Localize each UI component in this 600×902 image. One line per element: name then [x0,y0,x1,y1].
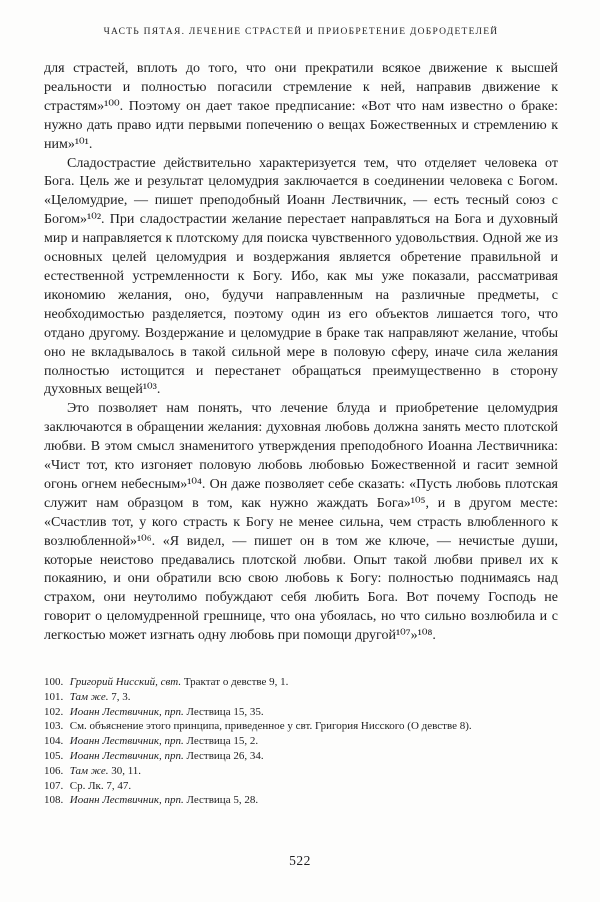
footnote-number: 103. [44,720,64,733]
body-paragraph: Это позволяет нам понять, что лечение блуда и приобретение целомудрия заключаются в обращении желания: духовная любовь должна занять место плотской любви. В этом смысл знаменитого утверждения преподобного Иоанна Лествичника: «Чист тот, кто изгоняет половую любовь любовью Божественной и гасит земной огонь огнем небесным»¹⁰⁴. Он даже позволяет себе сказать: «Пусть любовь плотская служит нам образцом в том, как нужно жаждать Бога»¹⁰⁵, и в другом месте: «Счастлив тот, у кого страсть к Богу не менее сильна, чем страсть влюбленного к возлюбленной»¹⁰⁶. «Я видел, — пишет он в том же ключе, — нечистые души, которые неистово предавались плотской любви. Опыт такой любви привел их к покаянию, и они обратили всю свою любовь к Богу: полностью поднимаясь над страхом, они неутолимо побуждают себя любить Бога. Вот почему Господь не говорит о целомудренной грешнице, что она убоялась, но что сильно возлюбила и с легкостью может изгнать одну любовь при помощи другой¹⁰⁷»¹⁰⁸. [44,401,558,644]
footnote-number: 106. [44,764,64,777]
footnote-source: Иоанн Лествичник, прп. [69,794,184,807]
footnote-number: 107. [44,779,64,792]
footnote-text: Лествица 5, 28. [186,794,259,807]
footnote-source: Там же. [69,690,109,703]
footnote-item [44,705,558,720]
footnote-text: 7, 3. [111,690,131,703]
footnote-source: Григорий Нисский, свт. [69,676,182,689]
footnotes-section [44,675,558,808]
footnote-item [44,719,558,734]
footnote-item [44,734,558,749]
running-head: ЧАСТЬ ПЯТАЯ. ЛЕЧЕНИЕ СТРАСТЕЙ И ПРИОБРЕТЕНИЕ ДОБРОДЕТЕЛЕЙ [103,27,499,37]
footnote-number: 102. [44,705,64,718]
footnote-text: Трактат о девстве 9, 1. [183,676,289,689]
footnote-text: Лествица 26, 34. [186,750,264,763]
footnote-text: Лествица 15, 35. [186,705,264,718]
footnote-number: 104. [44,735,64,748]
footnote-item [44,690,558,705]
footnote-number: 108. [44,794,64,807]
footnote-text: Ср. Лк. 7, 47. [69,779,132,792]
footnote-number: 105. [44,750,64,763]
footnote-text: 30, 11. [111,764,142,777]
page-number: 522 [289,853,311,868]
footnote-number: 100. [44,676,64,689]
footnote-number: 101. [44,690,64,703]
footnote-item [44,764,558,779]
footnote-text: См. объяснение этого принципа, приведенное у свт. Григория Нисского (О девстве 8). [69,720,472,733]
body-paragraph: Сладострастие действительно характеризуется тем, что отделяет человека от Бога. Цель же и результат целомудрия заключается в соединении человека с Богом. «Целомудрие, — пишет преподобный Иоанн Лествичник, — есть тесный союз с Богом»¹⁰². При сладострастии желание перестает направляться на Бога и духовный мир и направляется к плотскому для поиска чувственного удовольствия. Одной же из основных целей целомудрия и воздержания является обретение правильной и естественной устремленности к Богу. Ибо, как мы уже показали, рассматривая икономию желания, оно, будучи направленным на различные предметы, с необходимостью разделяется, поэтому один из его объектов лишается того, что отдано другому. Воздержание и целомудрие в браке так направляют желание, чтобы оно не вкладывалось в такой сильной мере в половую сферу, иначе сила желания полностью истощится и перестанет обращаться преимущественно в сторону духовных вещей¹⁰³. [44,155,558,398]
footnote-item [44,779,558,794]
footnote-item [44,749,558,764]
footnote-item [44,793,558,808]
body-text [44,60,558,646]
footnote-text: Лествица 15, 2. [186,735,259,748]
body-paragraph: для страстей, вплоть до того, что они прекратили всякое движение к высшей реальности и полностью погасили стремление к ней, направив движение к страстям»¹⁰⁰. Поэтому он дает такое предписание: «Вот что нам известно о браке: нужно дать право идти первыми попечению о вещах Божественных и стремлению к ним»¹⁰¹. [44,61,558,152]
footnote-source: Иоанн Лествичник, прп. [69,735,184,748]
footnote-item [44,675,558,690]
footnote-source: Иоанн Лествичник, прп. [69,705,184,718]
footnote-source: Там же. [69,764,109,777]
footnote-source: Иоанн Лествичник, прп. [69,750,184,763]
